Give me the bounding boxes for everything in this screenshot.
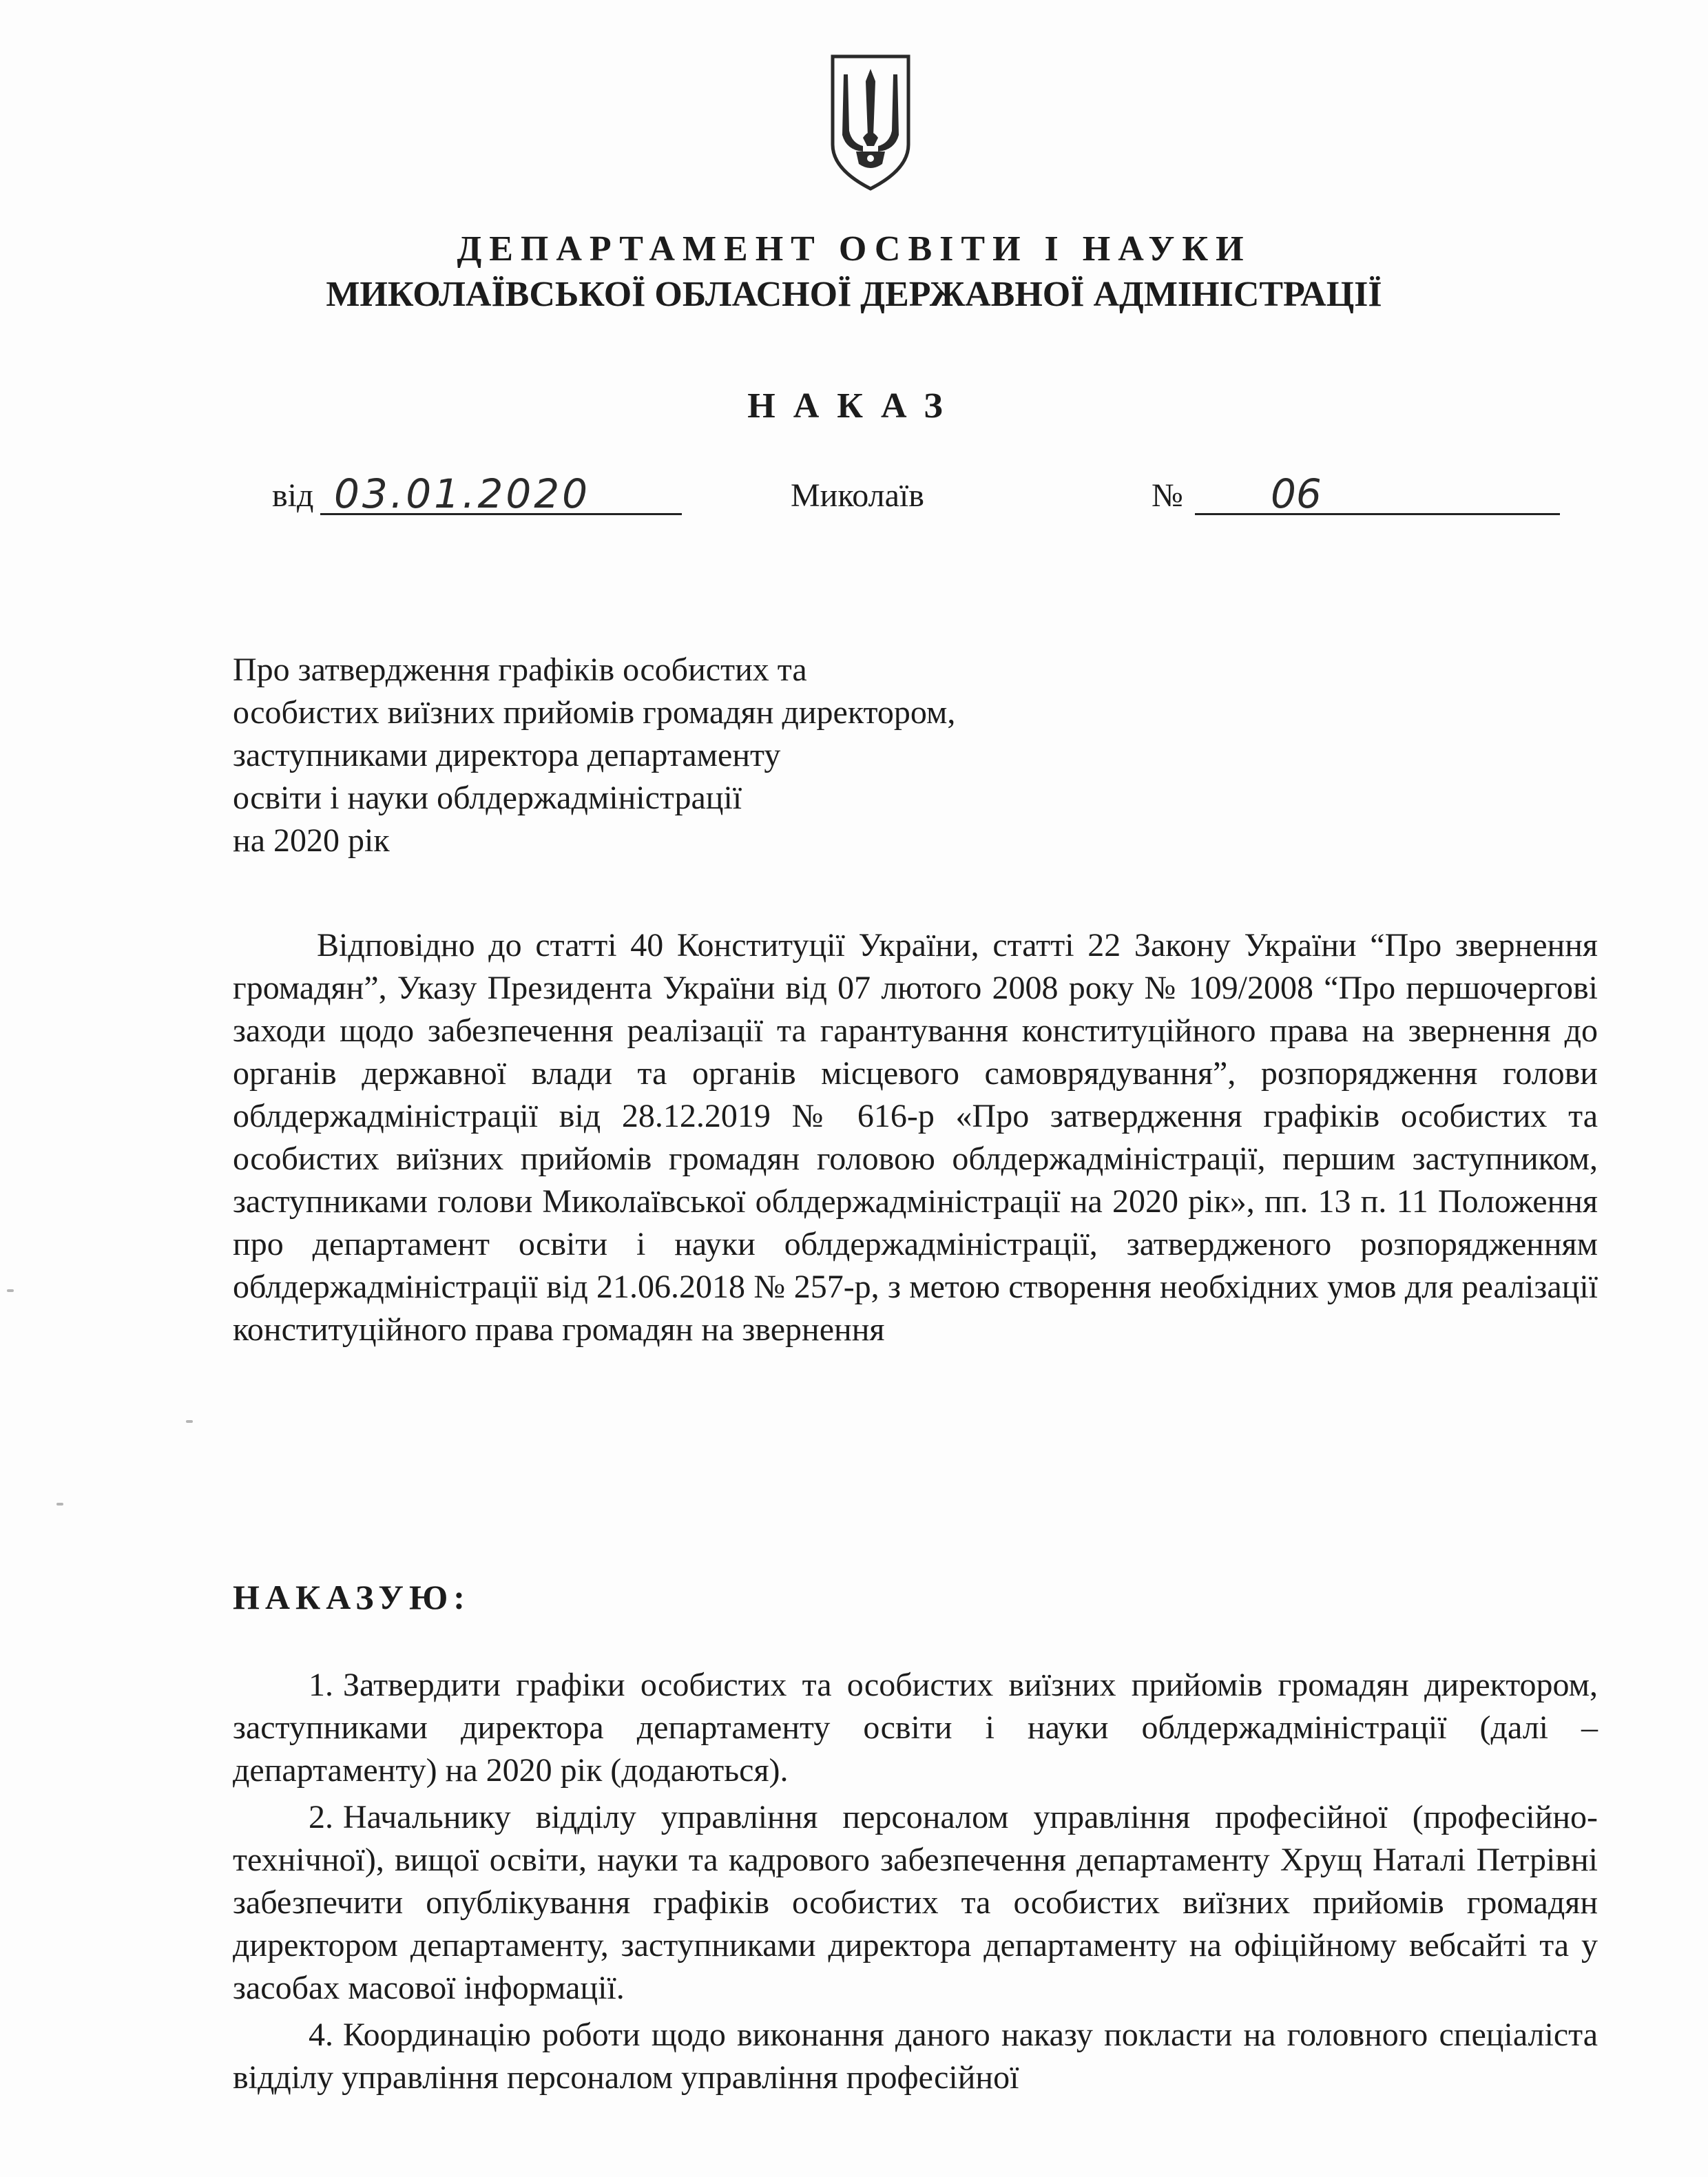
order-items xyxy=(233,1664,1598,2103)
number-label: № xyxy=(1152,477,1183,514)
number-field: 06 xyxy=(1195,472,1560,515)
date-label: від xyxy=(272,477,314,514)
date-field: 03.01.2020 xyxy=(320,472,682,515)
item-text: Затвердити графіки особистих та особистих виїзних прийомів громадян директором, заступниками директора департаменту освіти і науки облдержадміністрації (далі – департаменту) на 2020 рік (додаються). xyxy=(233,1667,1598,1789)
item-number: 4. xyxy=(309,2017,333,2053)
order-subject xyxy=(233,649,1266,862)
city-name: Миколаїв xyxy=(791,477,924,514)
order-title: НАКАЗ xyxy=(747,386,961,426)
scan-speck xyxy=(56,1503,63,1506)
trident-coat-of-arms-icon xyxy=(829,54,913,191)
department-name-line2: МИКОЛАЇВСЬКОЇ ОБЛАСНОЇ ДЕРЖАВНОЇ АДМІНІСТРАЦІЇ xyxy=(326,275,1382,314)
preamble-paragraph: Відповідно до статті 40 Конституції України, статті 22 Закону України “Про звернення громадян”, Указу Президента України від 07 лютого 2008 року № 109/2008 “Про першочергові заходи щодо забезпечення реалізації та гарантування конституційного права на звернення до органів державної влади та органів місцевого самоврядування”, розпорядження голови облдержадміністрації від 28.12.2019 № 616-р «Про затвердження графіків особистих та особистих виїзних прийомів громадян головою облдержадміністрації, першим заступником, заступниками голови Миколаївської облдержадміністрації на 2020 рік», пп. 13 п. 11 Положення про департамент освіти і науки облдержадміністрації, затвердженого розпорядженням облдержадміністрації від 21.06.2018 № 257-р, з метою створення необхідних умов для реалізації конституційного права громадян на звернення xyxy=(233,927,1598,1348)
subject-line: заступниками директора департаменту xyxy=(233,737,781,773)
subject-line: особистих виїзних прийомів громадян директором, xyxy=(233,694,956,731)
order-item xyxy=(233,1796,1598,2010)
item-text: Координацію роботи щодо виконання даного наказу покласти на головного спеціаліста відділу управління персоналом управління професійної xyxy=(233,2017,1598,2096)
department-name-line1: ДЕПАРТАМЕНТ ОСВІТИ І НАУКИ xyxy=(457,229,1251,269)
subject-line: освіти і науки облдержадміністрації xyxy=(233,780,742,816)
subject-line: на 2020 рік xyxy=(233,822,390,859)
order-item xyxy=(233,2014,1598,2099)
scan-speck xyxy=(186,1420,193,1423)
item-text: Начальнику відділу управління персоналом управління професійної (професійно-технічної), вищої освіти, науки та кадрового забезпечення департаменту Хрущ Наталі Петрівні забезпечити опублікування графіків особистих та особистих виїзних прийомів громадян директором департаменту, заступниками директора департаменту на офіційному вебсайті та у засобах масової інформації. xyxy=(233,1799,1598,2006)
scan-speck xyxy=(7,1289,14,1292)
item-number: 1. xyxy=(309,1667,333,1703)
item-number: 2. xyxy=(309,1799,333,1835)
subject-line: Про затвердження графіків особистих та xyxy=(233,652,807,688)
order-item xyxy=(233,1664,1598,1792)
order-directive-heading: НАКАЗУЮ: xyxy=(233,1578,470,1616)
